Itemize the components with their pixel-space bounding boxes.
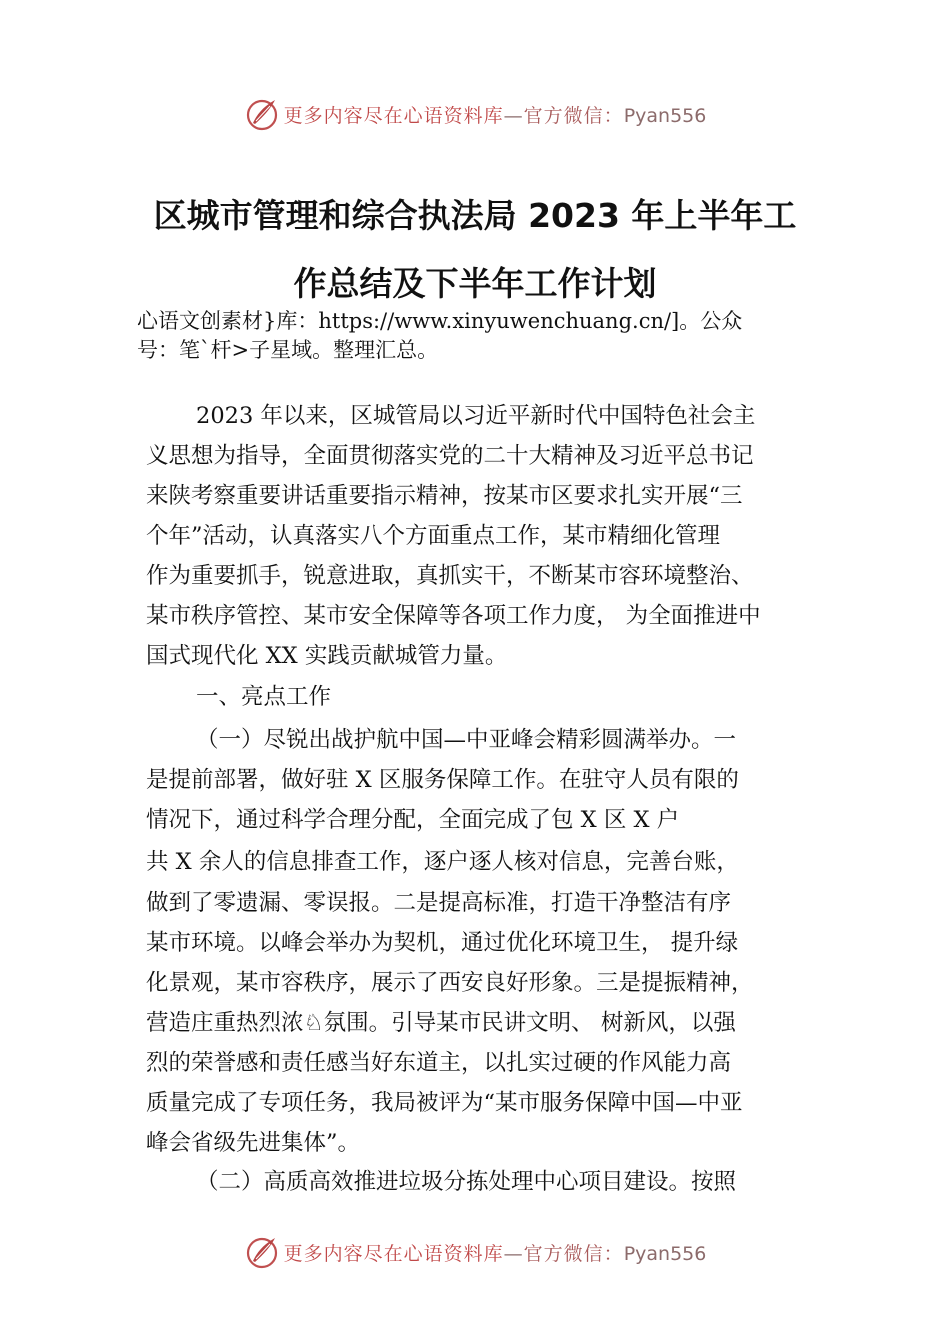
body-line: 是提前部署，做好驻 X 区服务保障工作。在驻守人员有限的 — [146, 767, 739, 793]
subsection-heading-line: （一）尽锐出战护航中国—中亚峰会精彩圆满举办。一 — [196, 727, 737, 753]
body-line: 义思想为指导，全面贯彻落实党的二十大精神及习近平总书记 — [146, 443, 754, 469]
header-watermark — [0, 94, 950, 134]
watermark-brand: 更多内容尽在心语资料库 — [283, 1242, 504, 1265]
body-line: 国式现代化 XX 实践贡献城管力量。 — [146, 643, 508, 669]
watermark-wechat-id: Pyan556 — [623, 1242, 707, 1265]
body-line: 某市秩序管控、某市安全保障等各项工作力度， 为全面推进中 — [146, 603, 761, 629]
body-line: 作为重要抓手，锐意进取，真抓实干，不断某市容环境整治、 — [146, 563, 754, 589]
quill-logo-icon — [244, 96, 280, 132]
watermark-brand: 更多内容尽在心语资料库 — [283, 104, 504, 127]
section-heading: 一、亮点工作 — [196, 684, 332, 710]
source-note-line-2: 号：笔`杆>子星域。整理汇总。 — [137, 338, 439, 362]
quill-logo-icon — [244, 1234, 280, 1270]
body-line: 峰会省级先进集体”。 — [146, 1130, 361, 1156]
watermark-separator: — — [503, 1242, 524, 1265]
subsection-heading-line: （二）高质高效推进垃圾分拣处理中心项目建设。按照 — [196, 1169, 737, 1195]
document-title-line-1: 区城市管理和综合执法局 2023 年上半年工 — [153, 196, 797, 235]
body-line: 个年”活动，认真落实八个方面重点工作，某市精细化管理 — [146, 523, 721, 549]
watermark-text — [284, 101, 707, 128]
body-line: 化景观，某市容秩序，展示了西安良好形象。三是提振精神， — [146, 970, 754, 996]
watermark-label: 官方微信： — [523, 104, 624, 127]
body-line: 烈的荣誉感和责任感当好东道主，以扎实过硬的作风能力高 — [146, 1050, 732, 1076]
body-line: 做到了零遗漏、零误报。二是提高标准，打造干净整洁有序 — [146, 890, 732, 916]
watermark-wechat-id: Pyan556 — [623, 104, 707, 127]
watermark-separator: — — [503, 104, 524, 127]
document-title-line-2: 作总结及下半年工作计划 — [293, 264, 657, 303]
body-line: 情况下，通过科学合理分配，全面完成了包 X 区 X 户 — [146, 807, 680, 833]
watermark-label: 官方微信： — [523, 1242, 624, 1265]
body-line: 营造庄重热烈浓♘氛围。引导某市民讲文明、 树新风，以强 — [146, 1010, 736, 1036]
body-line: 质量完成了专项任务，我局被评为“某市服务保障中国—中亚 — [146, 1090, 743, 1116]
footer-watermark — [0, 1232, 950, 1272]
source-note-line-1: 心语文创素材}库：https://www.xinyuwenchuang.cn/]。公众 — [137, 309, 743, 333]
body-line: 2023 年以来，区城管局以习近平新时代中国特色社会主 — [196, 403, 756, 429]
body-line: 来陕考察重要讲话重要指示精神，按某市区要求扎实开展“三 — [146, 483, 743, 509]
body-line: 某市环境。以峰会举办为契机，通过优化环境卫生， 提升绿 — [146, 930, 739, 956]
watermark-text — [284, 1239, 707, 1266]
body-line: 共 X 余人的信息排查工作，逐户逐人核对信息，完善台账， — [146, 849, 739, 875]
